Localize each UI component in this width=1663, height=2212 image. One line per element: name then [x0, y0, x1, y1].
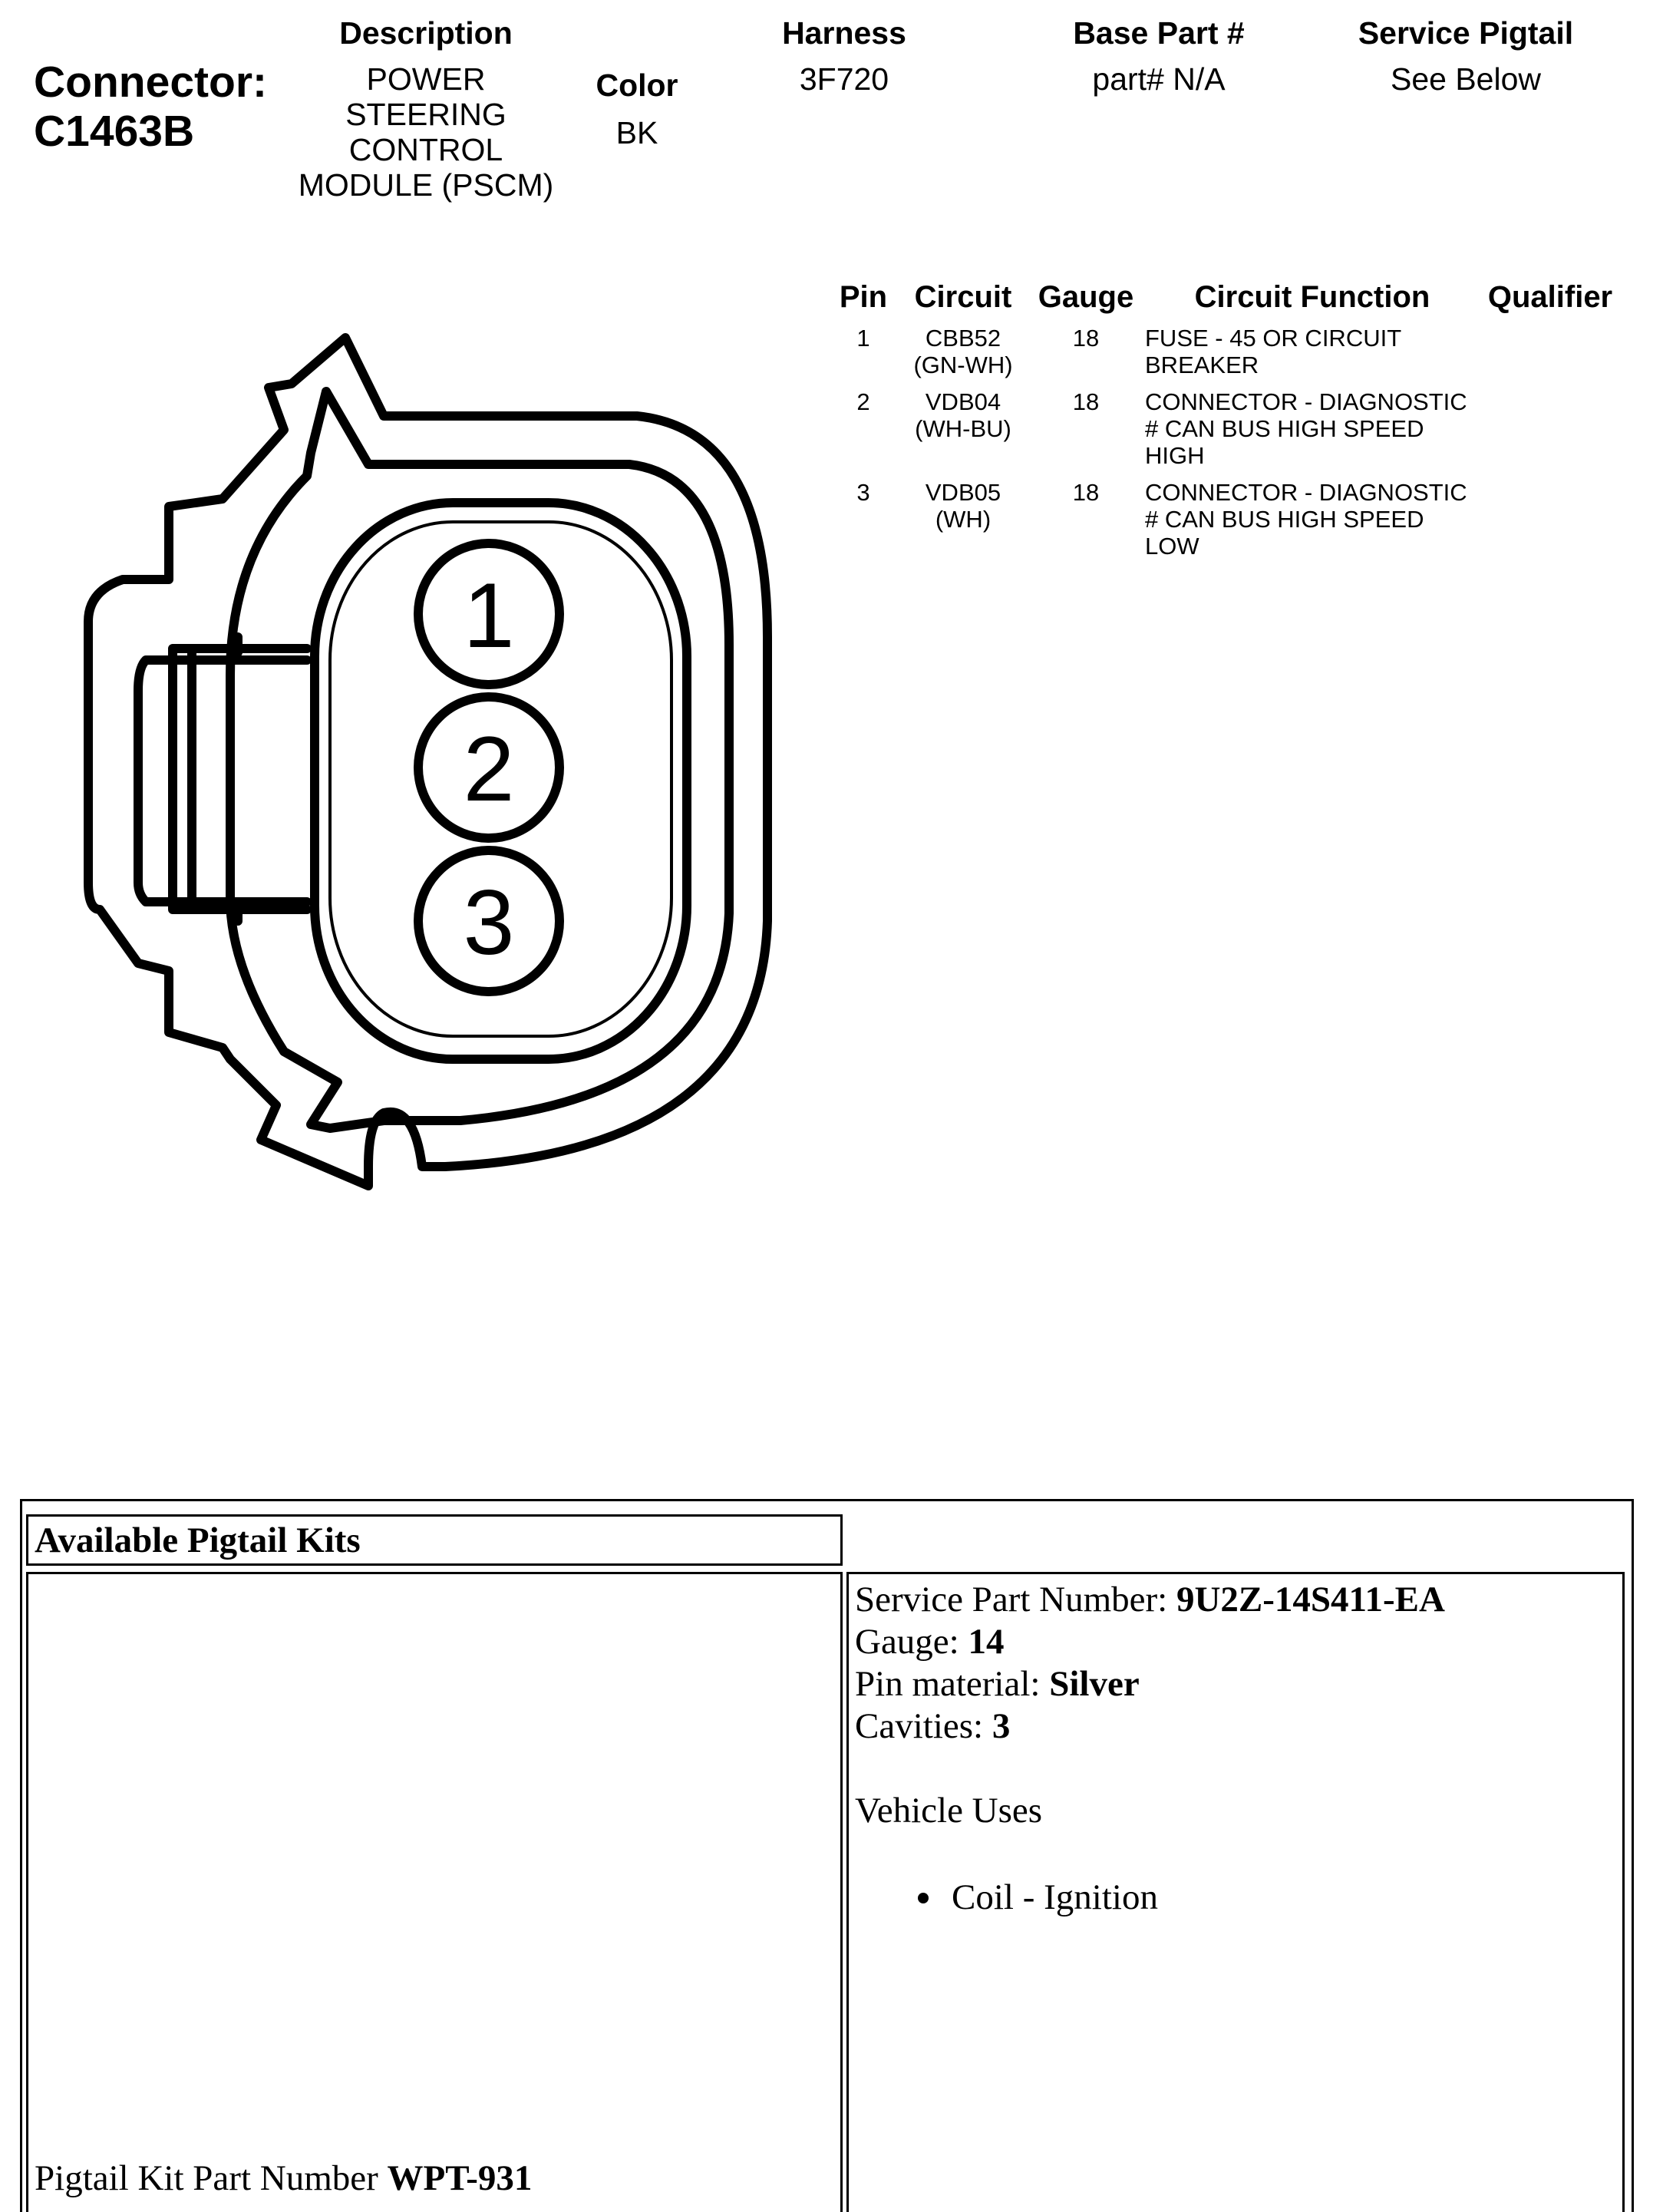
function-cell	[1145, 388, 1483, 469]
circuit-code: VDB04	[925, 388, 1001, 415]
gauge-cell: 18	[1072, 479, 1100, 506]
circuit-color: (GN-WH)	[913, 352, 1013, 378]
color-value: BK	[615, 115, 658, 150]
service-pigtail-value: See Below	[1390, 61, 1541, 97]
pigtail-kit-part-number	[35, 2158, 532, 2200]
pin-number: 3	[856, 479, 870, 506]
connector-label: Connector:	[34, 58, 267, 107]
cavities	[855, 1705, 1445, 1748]
circuit-color: (WH)	[935, 506, 992, 533]
bullet-icon	[918, 1893, 929, 1903]
description-line: CONTROL	[348, 132, 503, 167]
cavities-value: 3	[992, 1706, 1011, 1746]
function-cell	[1145, 479, 1483, 560]
circuit-cell	[886, 479, 1040, 533]
pigtail-kit-part-label: Pigtail Kit Part Number	[35, 2158, 388, 2198]
service-part-number	[855, 1579, 1445, 1621]
circuit-cell	[886, 325, 1040, 378]
pin-material	[855, 1663, 1445, 1705]
description-header: Description	[339, 15, 513, 51]
service-part-value: 9U2Z-14S411-EA	[1176, 1580, 1445, 1619]
vehicle-uses-label: Vehicle Uses	[855, 1791, 1043, 1831]
vehicle-use-item	[918, 1877, 1158, 1919]
description-line: MODULE (PSCM)	[298, 167, 554, 203]
latch-outer	[138, 660, 307, 902]
pigtail-gauge-value: 14	[968, 1622, 1005, 1662]
description-line: STEERING	[345, 97, 506, 132]
function-line: HIGH	[1145, 442, 1205, 469]
qualifier-column-header: Qualifier	[1487, 280, 1613, 314]
pigtail-details	[855, 1579, 1445, 1917]
function-line: # CAN BUS HIGH SPEED	[1145, 506, 1424, 533]
color-header: Color	[596, 68, 678, 103]
pin-column-header: Pin	[839, 280, 888, 314]
pigtail-kit-part-value: WPT-931	[387, 2158, 533, 2198]
pin-number: 1	[856, 325, 870, 352]
pin-1-label: 1	[463, 564, 515, 667]
pigtail-details-cell	[846, 1572, 1625, 2212]
circuit-column-header: Circuit	[914, 280, 1012, 314]
connector-face-diagram	[0, 0, 813, 1243]
function-line: LOW	[1145, 533, 1199, 560]
circuit-color: (WH-BU)	[915, 415, 1011, 442]
pigtail-gauge-label: Gauge:	[855, 1622, 968, 1662]
pin-3-label: 3	[463, 871, 515, 974]
connector-id: C1463B	[34, 107, 195, 156]
function-line: BREAKER	[1145, 352, 1259, 378]
circuit-cell	[886, 388, 1040, 442]
pigtail-title-cell	[26, 1514, 843, 1566]
pin-material-label: Pin material:	[855, 1664, 1050, 1704]
circuit-code: VDB05	[925, 479, 1001, 506]
base-part-header: Base Part #	[1073, 15, 1245, 51]
cavities-label: Cavities:	[855, 1706, 992, 1746]
service-part-label: Service Part Number:	[855, 1580, 1176, 1619]
pigtail-image-cell	[26, 1572, 843, 2212]
gauge-cell: 18	[1072, 388, 1100, 415]
circuit-code: CBB52	[925, 325, 1001, 352]
harness-header: Harness	[782, 15, 906, 51]
function-line: CONNECTOR - DIAGNOSTIC	[1145, 388, 1467, 415]
vehicle-use-text: Coil - Ignition	[952, 1877, 1158, 1917]
pin-2-label: 2	[463, 718, 515, 820]
function-line: CONNECTOR - DIAGNOSTIC	[1145, 479, 1467, 506]
pin-number: 2	[856, 388, 870, 415]
function-line: # CAN BUS HIGH SPEED	[1145, 415, 1424, 442]
gauge-cell: 18	[1072, 325, 1100, 352]
harness-value: 3F720	[799, 61, 889, 97]
gauge-column-header: Gauge	[1038, 280, 1134, 314]
function-cell	[1145, 325, 1483, 378]
function-line: FUSE - 45 OR CIRCUIT	[1145, 325, 1402, 352]
function-column-header: Circuit Function	[1194, 280, 1430, 314]
pigtail-section-title: Available Pigtail Kits	[35, 1520, 361, 1560]
service-pigtail-header: Service Pigtail	[1358, 15, 1574, 51]
description-line: POWER	[366, 61, 486, 97]
base-part-value: part# N/A	[1092, 61, 1226, 97]
pigtail-gauge	[855, 1621, 1445, 1663]
pin-material-value: Silver	[1049, 1664, 1140, 1704]
